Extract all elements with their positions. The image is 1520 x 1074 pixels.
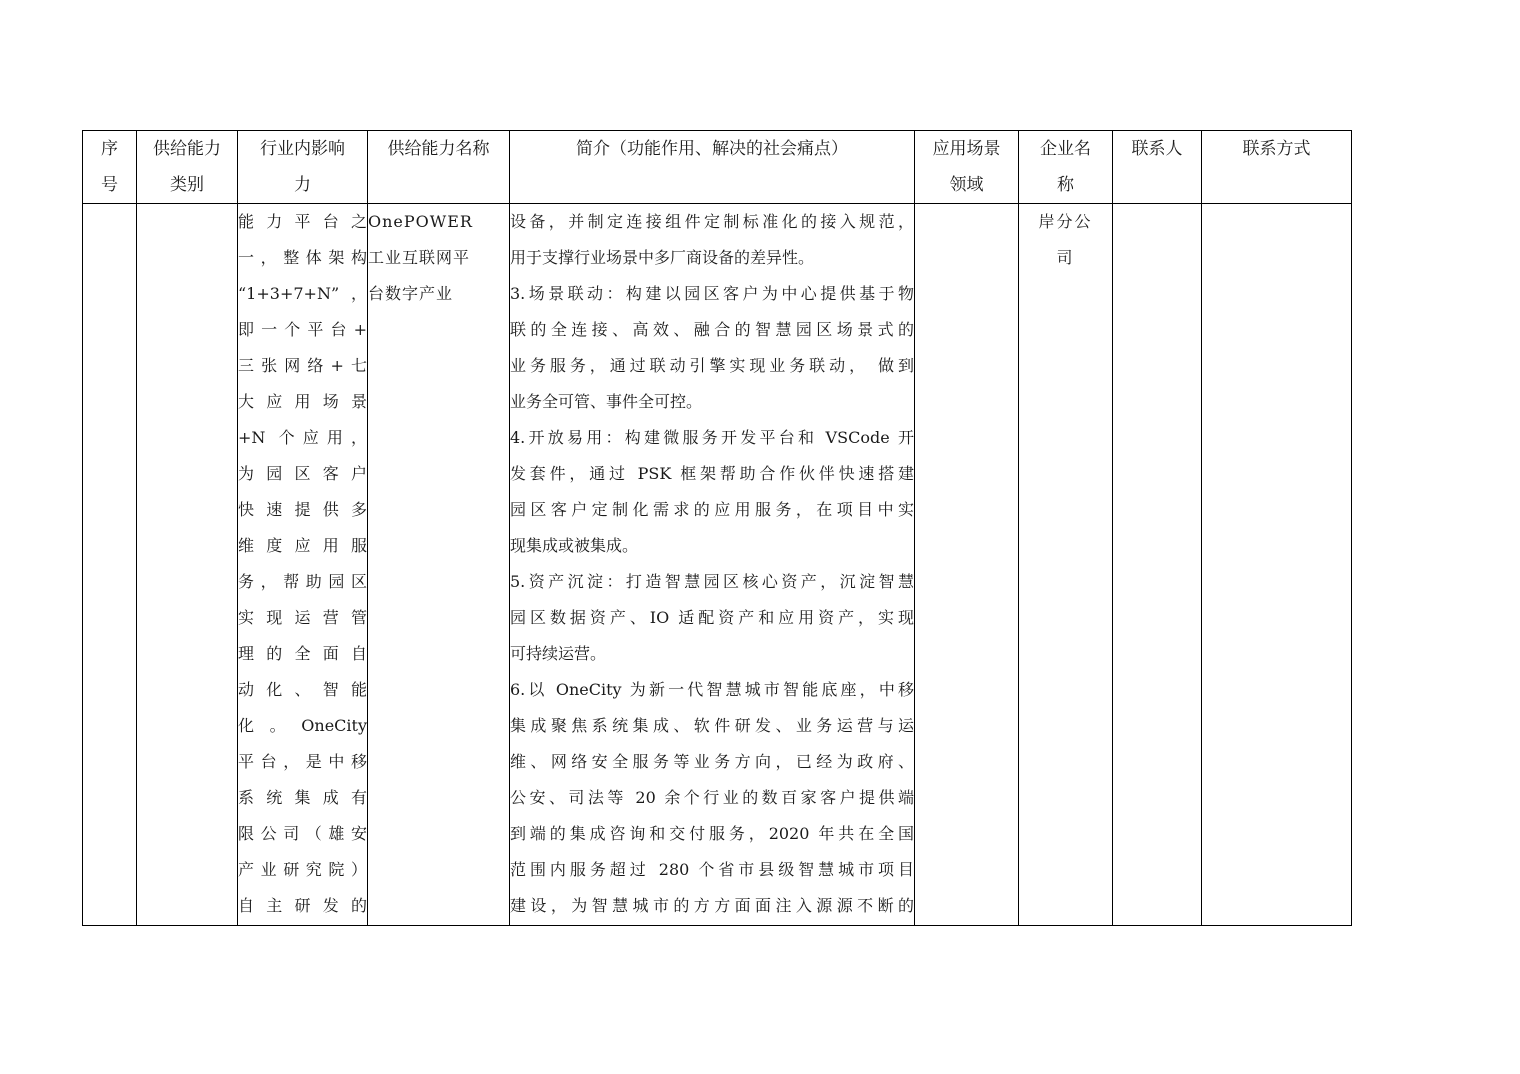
table-row xyxy=(83,204,1352,926)
cell-company-name xyxy=(1019,204,1113,926)
influence-line: 能力平台之 xyxy=(238,212,367,231)
header-company-name-text: 企业名 称 xyxy=(1040,139,1091,195)
header-capability-name-text: 供给能力名称 xyxy=(387,139,490,159)
intro-line: 业务全可管、事件全可控。 xyxy=(510,392,703,411)
name-line: OnePOWER xyxy=(368,212,473,231)
influence-line: “1+3+7+N”， xyxy=(238,284,367,303)
header-capability-name xyxy=(368,131,510,204)
influence-line: 产业研究院） xyxy=(238,860,367,879)
name-line: 台数字产业 xyxy=(368,284,454,303)
influence-line: 维度应用服 xyxy=(238,536,367,555)
intro-line: 园区数据资产、IO 适配资产和应用资产，实现 xyxy=(510,608,914,627)
intro-line: 公安、司法等 20 余个行业的数百家客户提供端 xyxy=(510,788,914,807)
intro-line: 园区客户定制化需求的应用服务，在项目中实 xyxy=(510,500,914,519)
intro-line: 发套件，通过 PSK 框架帮助合作伙伴快速搭建 xyxy=(510,464,914,483)
header-introduction xyxy=(510,131,915,204)
cell-application-field xyxy=(915,204,1019,926)
influence-line: 动化、智能 xyxy=(238,680,367,699)
intro-line: 可持续运营。 xyxy=(510,644,607,663)
company-line: 司 xyxy=(1056,248,1075,267)
cell-industry-influence xyxy=(238,204,368,926)
influence-line: 系统集成有 xyxy=(238,788,367,807)
influence-line: 务，帮助园区 xyxy=(238,572,367,591)
header-industry-influence xyxy=(238,131,368,204)
header-category-text: 供给能力 类别 xyxy=(153,139,221,195)
supply-capability-table xyxy=(82,130,1352,926)
header-contact-info xyxy=(1202,131,1352,204)
intro-line: 联的全连接、高效、融合的智慧园区场景式的 xyxy=(510,320,914,339)
intro-line: 范围内服务超过 280 个省市县级智慧城市项目 xyxy=(510,860,914,879)
influence-line: 平台，是中移 xyxy=(238,752,367,771)
intro-line: 维、网络安全服务等业务方向，已经为政府、 xyxy=(510,752,914,771)
name-line: 工业互联网平 xyxy=(368,248,471,267)
influence-line: 理的全面自 xyxy=(238,644,367,663)
header-index-text: 序 号 xyxy=(101,139,118,195)
intro-line: 集成聚焦系统集成、软件研发、业务运营与运 xyxy=(510,716,914,735)
header-contact-person-text: 联系人 xyxy=(1131,139,1183,159)
header-index xyxy=(83,131,137,204)
cell-contact-info xyxy=(1202,204,1352,926)
intro-line: 5.资产沉淀：打造智慧园区核心资产，沉淀智慧 xyxy=(510,572,914,591)
intro-line: 6.以 OneCity 为新一代智慧城市智能底座，中移 xyxy=(510,680,914,699)
cell-index xyxy=(83,204,137,926)
influence-line: 实现运营管 xyxy=(238,608,367,627)
header-industry-influence-text: 行业内影响 力 xyxy=(260,139,345,195)
header-contact-person xyxy=(1113,131,1202,204)
influence-line: 快速提供多 xyxy=(238,500,367,519)
cell-introduction xyxy=(510,204,915,926)
cell-capability-name xyxy=(368,204,510,926)
intro-line: 3.场景联动：构建以园区客户为中心提供基于物 xyxy=(510,284,914,303)
influence-line: 为园区客户 xyxy=(238,464,367,483)
company-line: 岸分公 xyxy=(1038,212,1093,231)
intro-line: 建设，为智慧城市的方方面面注入源源不断的 xyxy=(510,896,914,915)
cell-category xyxy=(137,204,238,926)
table-header-row xyxy=(83,131,1352,204)
header-introduction-text: 简介（功能作用、解决的社会痛点） xyxy=(576,139,848,159)
intro-line: 用于支撑行业场景中多厂商设备的差异性。 xyxy=(510,248,815,267)
intro-line: 现集成或被集成。 xyxy=(510,536,639,555)
influence-line: 大应用场景 xyxy=(238,392,367,411)
header-company-name xyxy=(1019,131,1113,204)
intro-line: 4.开放易用：构建微服务开发平台和 VSCode 开 xyxy=(510,428,914,447)
header-category xyxy=(137,131,238,204)
intro-line: 到端的集成咨询和交付服务，2020 年共在全国 xyxy=(510,824,914,843)
influence-line: 一，整体架构 xyxy=(238,248,367,267)
influence-line: 即一个平台+ xyxy=(238,320,367,339)
influence-line: 自主研发的 xyxy=(238,896,367,915)
intro-line: 设备，并制定连接组件定制标准化的接入规范， xyxy=(510,212,914,231)
influence-line: 化。OneCity xyxy=(238,716,367,735)
cell-contact-person xyxy=(1113,204,1202,926)
influence-line: 限公司（雄安 xyxy=(238,824,367,843)
header-application-field xyxy=(915,131,1019,204)
influence-line: +N 个应用， xyxy=(238,428,367,447)
influence-line: 三张网络+七 xyxy=(238,356,367,375)
intro-line: 业务服务，通过联动引擎实现业务联动， 做到 xyxy=(510,356,914,375)
header-contact-info-text: 联系方式 xyxy=(1242,139,1311,159)
header-application-field-text: 应用场景 领域 xyxy=(932,139,1001,195)
